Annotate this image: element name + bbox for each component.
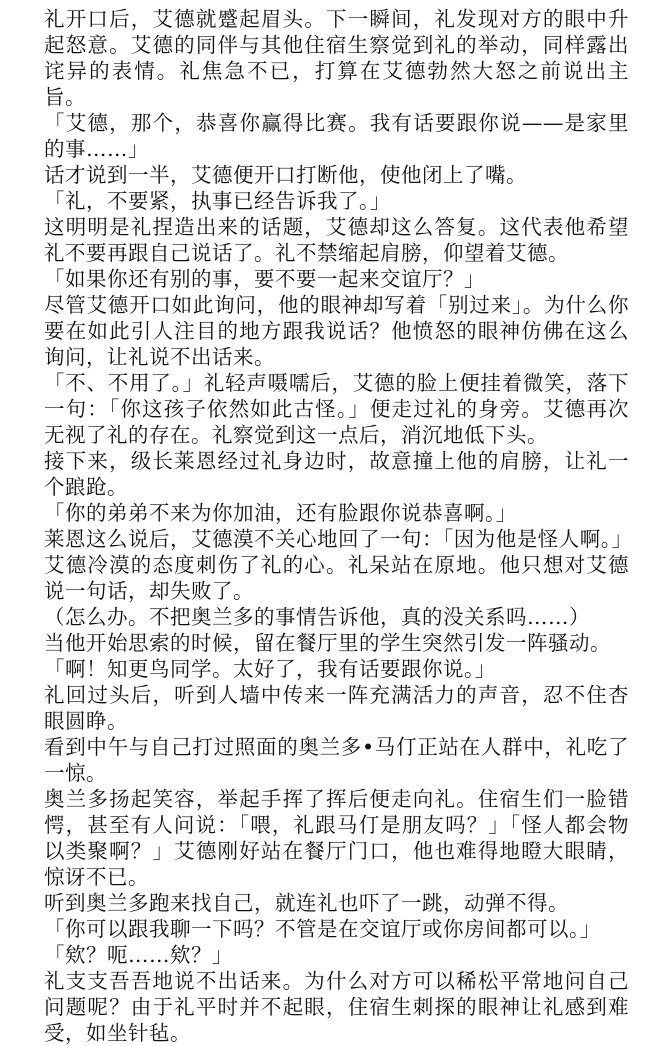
paragraph-1: 礼开口后，艾德就蹙起眉头。下一瞬间，礼发现对方的眼中升起怒意。艾德的同伴与其他住宿生察觉到礼的举动，同样露出诧异的表情。礼焦急不已，打算在艾德勃然大怒之前说出主旨。 (44, 7, 629, 109)
paragraph-9: 接下来，级长莱恩经过礼身边时，故意撞上他的肩膀，让礼一个踉跄。 (44, 449, 629, 499)
paragraph-15: 「啊！知更鸟同学。太好了，我有话要跟你说。」 (44, 657, 496, 681)
paragraph-7: 尽管艾德开口如此询问，他的眼神却写着「别过来」。为什么你要在如此引人注目的地方跟我说话？他愤怒的眼神仿佛在这么询问，让礼说不出话来。 (44, 293, 629, 369)
paragraph-12: 艾德冷漠的态度刺伤了礼的心。礼呆站在原地。他只想对艾德说一句话，却失败了。 (44, 553, 629, 603)
novel-page (44, 6, 633, 1046)
paragraph-17: 看到中午与自己打过照面的奥兰多•马仃正站在人群中，礼吃了一惊。 (44, 735, 629, 785)
paragraph-8: 「不、不用了。」礼轻声嗫嚅后，艾德的脸上便挂着微笑，落下一句：「你这孩子依然如此古怪。」便走过礼的身旁。艾德再次无视了礼的存在。礼察觉到这一点后，消沉地低下头。 (44, 371, 629, 447)
paragraph-11: 莱恩这么说后，艾德漠不关心地回了一句：「因为他是怪人啊。」 (44, 527, 633, 551)
paragraph-14: 当他开始思索的时候，留在餐厅里的学生突然引发一阵骚动。 (44, 631, 611, 655)
paragraph-6: 「如果你还有别的事，要不要一起来交谊厅？」 (44, 267, 485, 291)
paragraph-5: 这明明是礼捏造出来的话题，艾德却这么答复。这代表他希望礼不要再跟自己说话了。礼不禁缩起肩膀，仰望着艾德。 (44, 215, 629, 265)
paragraph-16: 礼回过头后，听到人墙中传来一阵充满活力的声音，忍不住杏眼圆睁。 (44, 683, 629, 733)
paragraph-13: （怎么办。不把奥兰多的事情告诉他，真的没关系吗……） (44, 605, 590, 629)
paragraph-21: 「欸？呃……欸？」 (44, 943, 233, 967)
paragraph-10: 「你的弟弟不来为你加油，还有脸跟你说恭喜啊。」 (44, 501, 517, 525)
paragraph-3: 话才说到一半，艾德便开口打断他，使他闭上了嘴。 (44, 163, 527, 187)
paragraph-19: 听到奥兰多跑来找自己，就连礼也吓了一跳，动弹不得。 (44, 891, 569, 915)
paragraph-4: 「礼，不要紧，执事已经告诉我了。」 (44, 189, 391, 213)
paragraph-20: 「你可以跟我聊一下吗？不管是在交谊厅或你房间都可以。」 (44, 917, 601, 941)
paragraph-22: 礼支支吾吾地说不出话来。为什么对方可以稀松平常地问自己问题呢？由于礼平时并不起眼，住宿生刺探的眼神让礼感到难受，如坐针毡。 (44, 969, 629, 1045)
paragraph-2: 「艾德，那个，恭喜你赢得比赛。我有话要跟你说——是家里的事……」 (44, 111, 629, 161)
paragraph-18: 奥兰多扬起笑容，举起手挥了挥后便走向礼。住宿生们一脸错愕，甚至有人问说：「喂，礼跟马仃是朋友吗？」「怪人都会物以类聚啊？」艾德刚好站在餐厅门口，他也难得地瞪大眼睛，惊讶不已。 (44, 787, 629, 889)
